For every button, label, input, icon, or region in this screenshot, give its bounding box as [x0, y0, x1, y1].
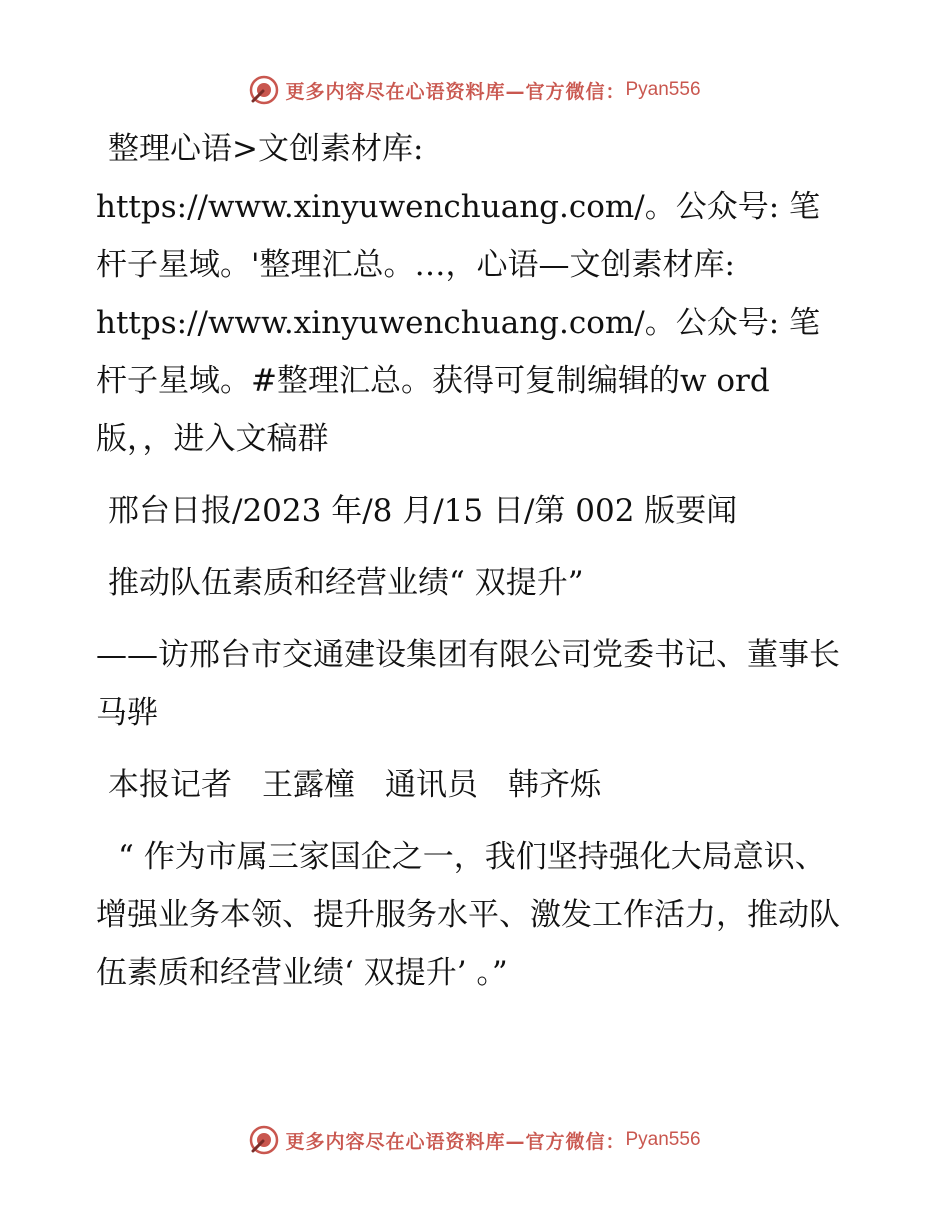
reporter-name: 王露橦	[262, 767, 355, 803]
banner-wechat-id: Pyan556	[625, 1129, 701, 1150]
banner-text: 更多内容尽在心语资料库—官方微信：	[285, 1130, 626, 1153]
byline	[96, 756, 846, 814]
pen-logo-icon	[249, 75, 279, 105]
intro-paragraph: 整理心语>文创素材库: https://www.xinyuwenchuang.com/。公众号: 笔杆子星域。'整理汇总。…，心语—文创素材库: https://www.xinyuwenchuang.com/。公众号: 笔杆子星域。#整理汇总。获得可复制编辑的w ord版，，进入文稿群	[96, 131, 821, 457]
pen-logo-icon	[249, 1125, 279, 1155]
banner-text: 更多内容尽在心语资料库—官方微信：	[285, 80, 626, 103]
footer-watermark-banner	[0, 1120, 950, 1160]
banner-wechat-id: Pyan556	[625, 79, 701, 100]
headline: 推动队伍素质和经营业绩“ 双提升”	[108, 565, 584, 601]
source-line: 邢台日报/2023 年/8 月/15 日/第 002 版要闻	[108, 493, 738, 529]
article-body	[96, 120, 846, 1002]
quote-paragraph: “ 作为市属三家国企之一，我们坚持强化大局意识、增强业务本领、提升服务水平、激发工作活力，推动队伍素质和经营业绩‘ 双提升’ 。”	[96, 839, 840, 991]
correspondent-name: 韩齐烁	[508, 767, 601, 803]
reporter-label: 本报记者	[108, 767, 232, 803]
correspondent-label: 通讯员	[385, 767, 478, 803]
header-watermark-banner	[0, 70, 950, 110]
subheadline: ——访邢台市交通建设集团有限公司党委书记、董事长马骅	[96, 637, 840, 731]
